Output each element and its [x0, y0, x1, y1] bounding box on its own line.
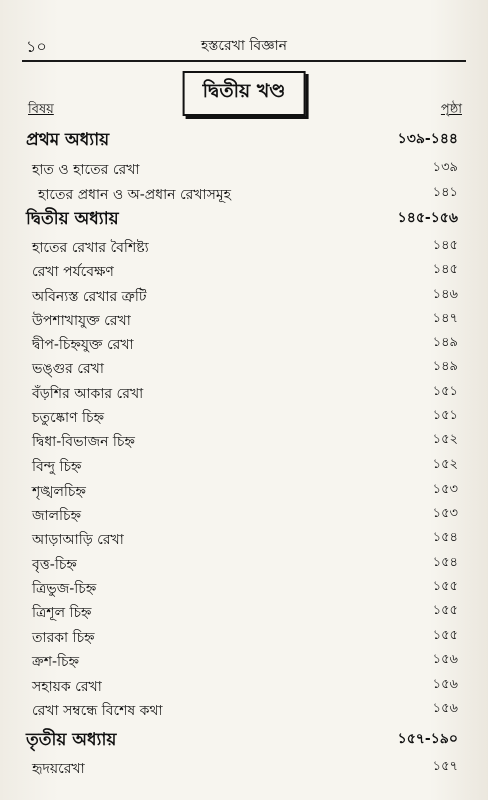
- toc-entry-row: [26, 553, 458, 575]
- toc-entry-row: [26, 382, 458, 404]
- toc-entry-page: ১৫২: [432, 432, 458, 447]
- toc-entry-page: ১৫৪: [432, 530, 458, 545]
- toc-entry-page: ১৫৪: [432, 555, 458, 570]
- toc-entry-title: সহায়ক রেখা: [32, 679, 102, 695]
- toc-chapter-title: প্রথম অধ্যায়: [26, 130, 110, 150]
- toc-entry-row: [26, 158, 458, 180]
- toc-chapter-title: দ্বিতীয় অধ্যায়: [26, 209, 119, 229]
- toc-entry-row: [26, 455, 458, 477]
- toc-entry-page: ১৫১: [432, 408, 458, 423]
- toc-entry-page: ১৫৬: [432, 701, 458, 716]
- toc-entry-row: [26, 757, 458, 779]
- toc-entry-title: শৃঙ্খলচিহ্ন: [32, 484, 86, 500]
- toc-entry-page: ১৫৩: [432, 482, 458, 497]
- toc-chapter-pages: ১৪৫-১৫৬: [397, 210, 458, 226]
- toc-entry-title: দ্বীপ-চিহ্নযুক্ত রেখা: [32, 337, 134, 353]
- toc-entry-row: [26, 577, 458, 599]
- toc-entry-row: [26, 504, 458, 526]
- toc-entry-title: তারকা চিহ্ন: [32, 630, 95, 646]
- toc-entry-page: ১৪১: [432, 185, 458, 200]
- toc-chapter-row: [26, 206, 458, 228]
- toc-entry-title: অবিন্যস্ত রেখার ত্রুটি: [32, 289, 147, 305]
- toc-entry-row: [26, 430, 458, 452]
- page-column-heading: পৃষ্ঠা: [440, 102, 462, 117]
- toc-entry-title: ত্রিভুজ-চিহ্ন: [32, 581, 97, 597]
- toc-entry-page: ১৫৫: [432, 628, 458, 643]
- toc-entry-title: দ্বিধা-বিভাজন চিহ্ন: [32, 434, 135, 450]
- page-number: ১০: [26, 37, 47, 56]
- toc-entry-title: হাতের রেখার বৈশিষ্ট্য: [32, 240, 149, 256]
- toc-entry-title: বিন্দু চিহ্ন: [32, 459, 82, 475]
- toc-entry-row: [26, 675, 458, 697]
- toc-entry-row: [26, 183, 458, 205]
- toc-entry-row: [26, 650, 458, 672]
- toc-chapter-pages: ১৫৭-১৯০: [397, 731, 458, 747]
- toc-entry-row: [26, 285, 458, 307]
- toc-entry-title: চতুষ্কোণ চিহ্ন: [32, 410, 104, 426]
- toc-entry-page: ১৪৫: [432, 262, 458, 277]
- toc-entry-page: ১৫৬: [432, 677, 458, 692]
- toc-entry-row: [26, 406, 458, 428]
- toc-entry-row: [26, 333, 458, 355]
- toc-chapter-pages: ১৩৯-১৪৪: [397, 131, 458, 147]
- toc-entry-title: ভঙ্গুর রেখা: [32, 361, 104, 377]
- toc-entry-title: হাতের প্রধান ও অ-প্রধান রেখাসমূহ: [38, 187, 231, 203]
- toc-entry-title: রেখা পর্যবেক্ষণ: [32, 264, 114, 280]
- toc-entry-row: [26, 626, 458, 648]
- toc-entry-page: ১৪৫: [432, 238, 458, 253]
- toc-entry-row: [26, 480, 458, 502]
- toc-entry-row: [26, 260, 458, 282]
- toc-entry-title: হাত ও হাতের রেখা: [32, 162, 140, 178]
- toc-entry-page: ১৩৯: [432, 160, 458, 175]
- toc-entry-title: ক্রশ-চিহ্ন: [32, 654, 80, 670]
- toc-entry-title: রেখা সম্বন্ধে বিশেষ কথা: [32, 703, 163, 719]
- toc-entry-title: বঁড়শির আকার রেখা: [32, 386, 144, 402]
- toc-entry-page: ১৪৬: [432, 287, 458, 302]
- toc-entry-page: ১৫৫: [432, 579, 458, 594]
- toc-entry-title: জালচিহ্ন: [32, 508, 81, 524]
- toc-entry-page: ১৪৭: [432, 311, 458, 326]
- section-title: দ্বিতীয় খণ্ড: [202, 80, 286, 102]
- subject-column-heading: বিষয়: [28, 102, 54, 117]
- toc-entry-title: উপশাখাযুক্ত রেখা: [32, 313, 131, 329]
- toc-entry-title: আড়াআড়ি রেখা: [32, 532, 124, 548]
- page-header: [22, 30, 466, 62]
- toc-entry-page: ১৫৭: [432, 759, 458, 774]
- toc-entry-row: [26, 357, 458, 379]
- toc-entry-page: ১৫১: [432, 384, 458, 399]
- toc-entry-page: ১৪৯: [432, 335, 458, 350]
- toc-entry-page: ১৫২: [432, 457, 458, 472]
- toc-entry-title: বৃত্ত-চিহ্ন: [32, 557, 77, 573]
- toc-entry-row: [26, 528, 458, 550]
- toc-chapter-title: তৃতীয় অধ্যায়: [26, 730, 117, 750]
- toc-entry-page: ১৪৯: [432, 359, 458, 374]
- toc-chapter-row: [26, 127, 458, 149]
- toc-entry-title: ত্রিশূল চিহ্ন: [32, 605, 92, 621]
- toc-entry-row: [26, 699, 458, 721]
- section-title-box: [183, 71, 306, 116]
- toc-entry-row: [26, 236, 458, 258]
- toc-entry-row: [26, 601, 458, 623]
- toc-entry-title: হৃদয়রেখা: [32, 761, 85, 777]
- running-title: হস্তরেখা বিজ্ঞান: [200, 38, 288, 54]
- toc-entry-page: ১৫৬: [432, 652, 458, 667]
- toc-chapter-row: [26, 727, 458, 749]
- toc-entry-row: [26, 309, 458, 331]
- toc-entry-page: ১৫৩: [432, 506, 458, 521]
- toc-entry-page: ১৫৫: [432, 603, 458, 618]
